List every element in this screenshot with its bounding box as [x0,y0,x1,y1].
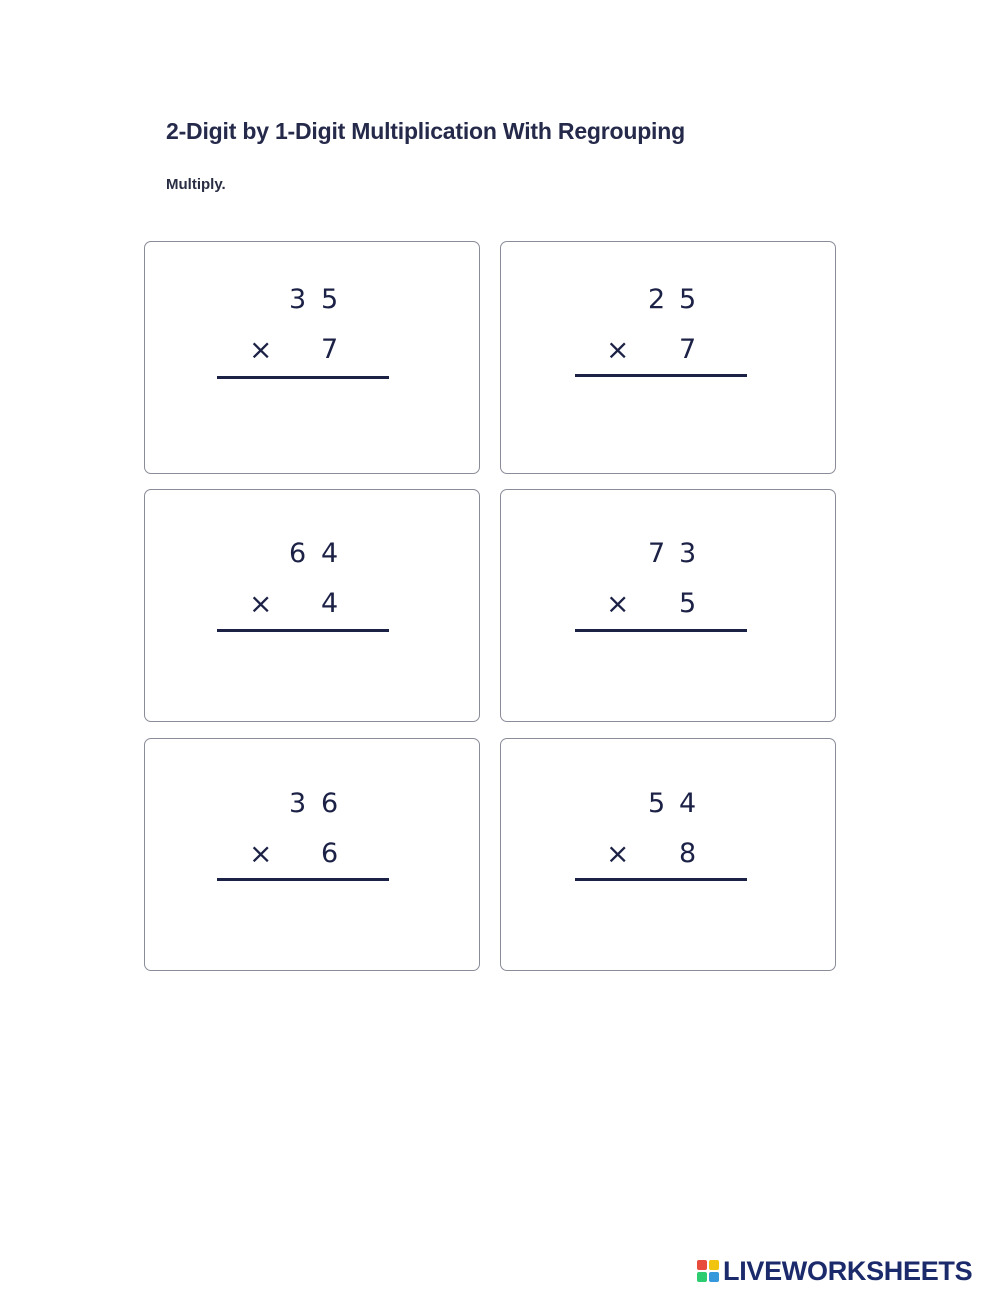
problem-card-6 [500,738,836,971]
problem-card-5 [144,738,480,971]
multiplier-digit: 7 [679,334,697,365]
multiplier-digit: 7 [321,334,339,365]
top-ones-digit: 5 [679,284,697,315]
multiply-sign: × [606,333,630,366]
answer-line [217,878,389,881]
brand-name: LIVEWORKSHEETS [723,1255,973,1286]
top-tens-digit: 7 [648,538,666,569]
multiply-sign: × [249,837,273,870]
problem-card-1 [144,241,480,474]
multiply-sign: × [606,587,630,620]
top-tens-digit: 3 [289,788,307,819]
multiplier-digit: 5 [679,588,697,619]
answer-line [217,629,389,632]
top-tens-digit: 2 [648,284,666,315]
answer-line [575,629,747,632]
top-ones-digit: 4 [321,538,339,569]
answer-line [575,878,747,881]
instruction-text: Multiply. [166,176,226,193]
problem-card-2 [500,241,836,474]
liveworksheets-logo-icon [697,1260,719,1282]
multiplier-digit: 6 [321,838,339,869]
liveworksheets-brand [697,1255,972,1287]
answer-line [575,374,747,377]
multiplier-digit: 4 [321,588,339,619]
worksheet-title: 2-Digit by 1-Digit Multiplication With Regrouping [166,118,685,144]
multiply-sign: × [249,587,273,620]
answer-line [217,376,389,379]
top-ones-digit: 4 [679,788,697,819]
multiply-sign: × [249,333,273,366]
top-ones-digit: 6 [321,788,339,819]
multiply-sign: × [606,837,630,870]
problem-card-4 [500,489,836,722]
multiplier-digit: 8 [679,838,697,869]
top-tens-digit: 3 [289,284,307,315]
top-ones-digit: 5 [321,284,339,315]
top-tens-digit: 6 [289,538,307,569]
top-tens-digit: 5 [648,788,666,819]
problem-card-3 [144,489,480,722]
top-ones-digit: 3 [679,538,697,569]
